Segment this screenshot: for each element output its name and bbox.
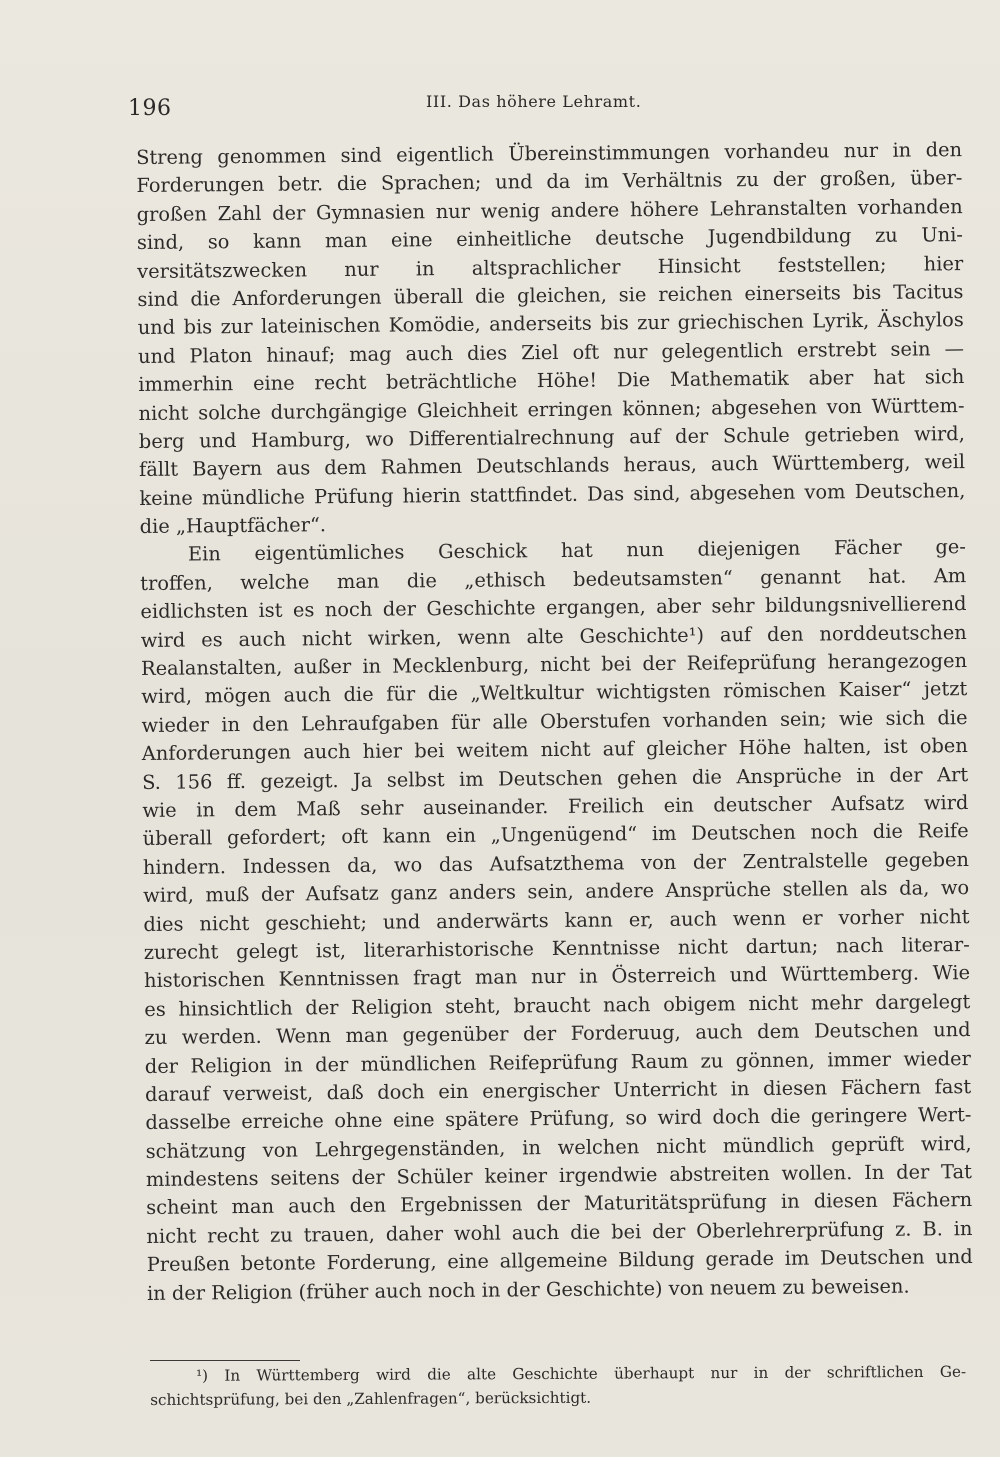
text-line: und Platon hinauf; mag auch dies Ziel oft nur gelegentlich erstrebt sein —	[137, 336, 965, 368]
text-line: in der Religion (früher auch noch in der Geschichte) von neuem zu beweisen.	[146, 1274, 910, 1305]
text-line: fällt Bayern aus dem Rahmen Deutschlands heraus, auch Württemberg, weil	[139, 450, 966, 482]
text-line: berg und Hamburg, wo Differentialrechnung auf der Schule getrieben wird,	[138, 421, 965, 453]
text-line: Realanstalten, außer in Mecklenburg, nicht bei der Reifeprüfung herangezogen	[140, 649, 968, 681]
text-line: dies nicht geschieht; und anderwärts kann er, auch wenn er vorher nicht	[143, 904, 970, 936]
page-number: 196	[128, 96, 172, 121]
footnotes	[150, 1360, 966, 1412]
text-line: keine mündliche Prüfung hierin stattfindet. Das sind, abgesehen vom Deutschen,	[139, 478, 966, 510]
text-line: troffen, welche man die „ethisch bedeutsamsten“ genannt hat. Am	[140, 563, 967, 595]
running-head	[128, 88, 960, 121]
text-line: immerhin eine recht beträchtliche Höhe! Die Mathematik aber hat sich	[138, 365, 965, 397]
text-line: wird es auch nicht wirken, wenn alte Geschichte¹) auf den norddeutschen	[140, 620, 967, 652]
text-line: nicht solche durchgängige Gleichheit erringen können; abgesehen von Württem-	[138, 393, 965, 425]
text-line: mindestens seitens der Schüler keiner irgendwie abstreiten wollen. In der Tat	[145, 1160, 973, 1192]
text-line: wird, mögen auch die für die „Weltkultur wichtigsten römischen Kaiser“ jetzt	[141, 677, 968, 709]
text-line: überall gefordert; oft kann ein „Ungenügend“ im Deutschen noch die Reife	[142, 819, 969, 851]
text-line: eidlichsten ist es noch der Geschichte ergangen, aber sehr bildungsnivellierend	[140, 592, 967, 624]
text-line: sind die Anforderungen überall die gleichen, sie reichen einerseits bis Tacitus	[137, 280, 964, 311]
text-line: darauf verweist, daß doch ein energischer Unterricht in diesen Fächern fast	[145, 1074, 972, 1106]
text-line: Forderungen betr. die Sprachen; und da im Verhältnis zu der großen, über-	[136, 166, 963, 198]
text-line: hindern. Indessen da, wo das Aufsatzthema von der Zentralstelle gegeben	[142, 847, 970, 879]
text-line: der Religion in der mündlichen Reifeprüfung Raum zu gönnen, immer wieder	[144, 1046, 971, 1078]
text-line: Streng genommen sind eigentlich Übereinstimmungen vorhandeu nur in den	[136, 138, 963, 169]
footnote-line: ¹) In Württemberg wird die alte Geschichte überhaupt nur in der schriftlichen Ge-	[196, 1362, 967, 1385]
text-line: scheint man auch den Ergebnissen der Maturitätsprüfung in diesen Fächern	[146, 1188, 973, 1220]
text-line: es hinsichtlich der Religion steht, braucht nach obigem nicht mehr dargelegt	[144, 989, 971, 1021]
text-line: sind, so kann man eine einheitliche deutsche Jugendbildung zu Uni-	[136, 223, 964, 255]
text-line: Anforderungen auch hier bei weitem nicht auf gleicher Höhe halten, ist oben	[141, 734, 968, 766]
text-line: historischen Kenntnissen fragt man nur in Österreich und Württemberg. Wie	[143, 961, 971, 993]
text-line: wird, muß der Aufsatz ganz anders sein, andere Ansprüche stellen als da, wo	[143, 876, 970, 908]
text-line: und bis zur lateinischen Komödie, anderseits bis zur griechischen Lyrik, Äschylos	[137, 308, 964, 340]
text-line: Ein eigentümliches Geschick hat nun diejenigen Fächer ge-	[187, 535, 967, 566]
text-line: dasselbe erreiche ohne eine spätere Prüfung, so wird doch die geringere Wert-	[145, 1103, 972, 1135]
body-text	[136, 136, 973, 1308]
footnote-divider	[150, 1360, 300, 1361]
text-line: zurecht gelegt ist, literarhistorische Kenntnisse nicht dartun; nach literar-	[143, 932, 970, 964]
text-line: wieder in den Lehraufgaben für alle Oberstufen vorhanden sein; wie sich die	[141, 705, 968, 737]
text-line: versitätszwecken nur in altsprachlicher Hinsicht feststellen; hier	[137, 251, 964, 283]
text-line: die „Hauptfächer“.	[139, 513, 327, 539]
text-line: nicht recht zu trauen, daher wohl auch die bei der Oberlehrerprüfung z. B. in	[146, 1216, 973, 1248]
footnote-line: schichtsprüfung, bei den „Zahlenfragen“, berücksichtigt.	[150, 1388, 592, 1409]
text-line: zu werden. Wenn man gegenüber der Forderuug, auch dem Deutschen und	[144, 1018, 971, 1050]
text-line: Preußen betonte Forderung, eine allgemeine Bildung gerade im Deutschen und	[146, 1245, 973, 1277]
text-line: wie in dem Maß sehr auseinander. Freilich ein deutscher Aufsatz wird	[142, 791, 969, 822]
text-line: schätzung von Lehrgegenständen, in welchen nicht mündlich geprüft wird,	[145, 1131, 972, 1163]
text-line: großen Zahl der Gymnasien nur wenig andere höhere Lehranstalten vorhanden	[136, 194, 963, 226]
running-head-title: III. Das höhere Lehramt.	[426, 92, 642, 111]
text-line: S. 156 ff. gezeigt. Ja selbst im Deutschen gehen die Ansprüche in der Art	[142, 762, 969, 794]
